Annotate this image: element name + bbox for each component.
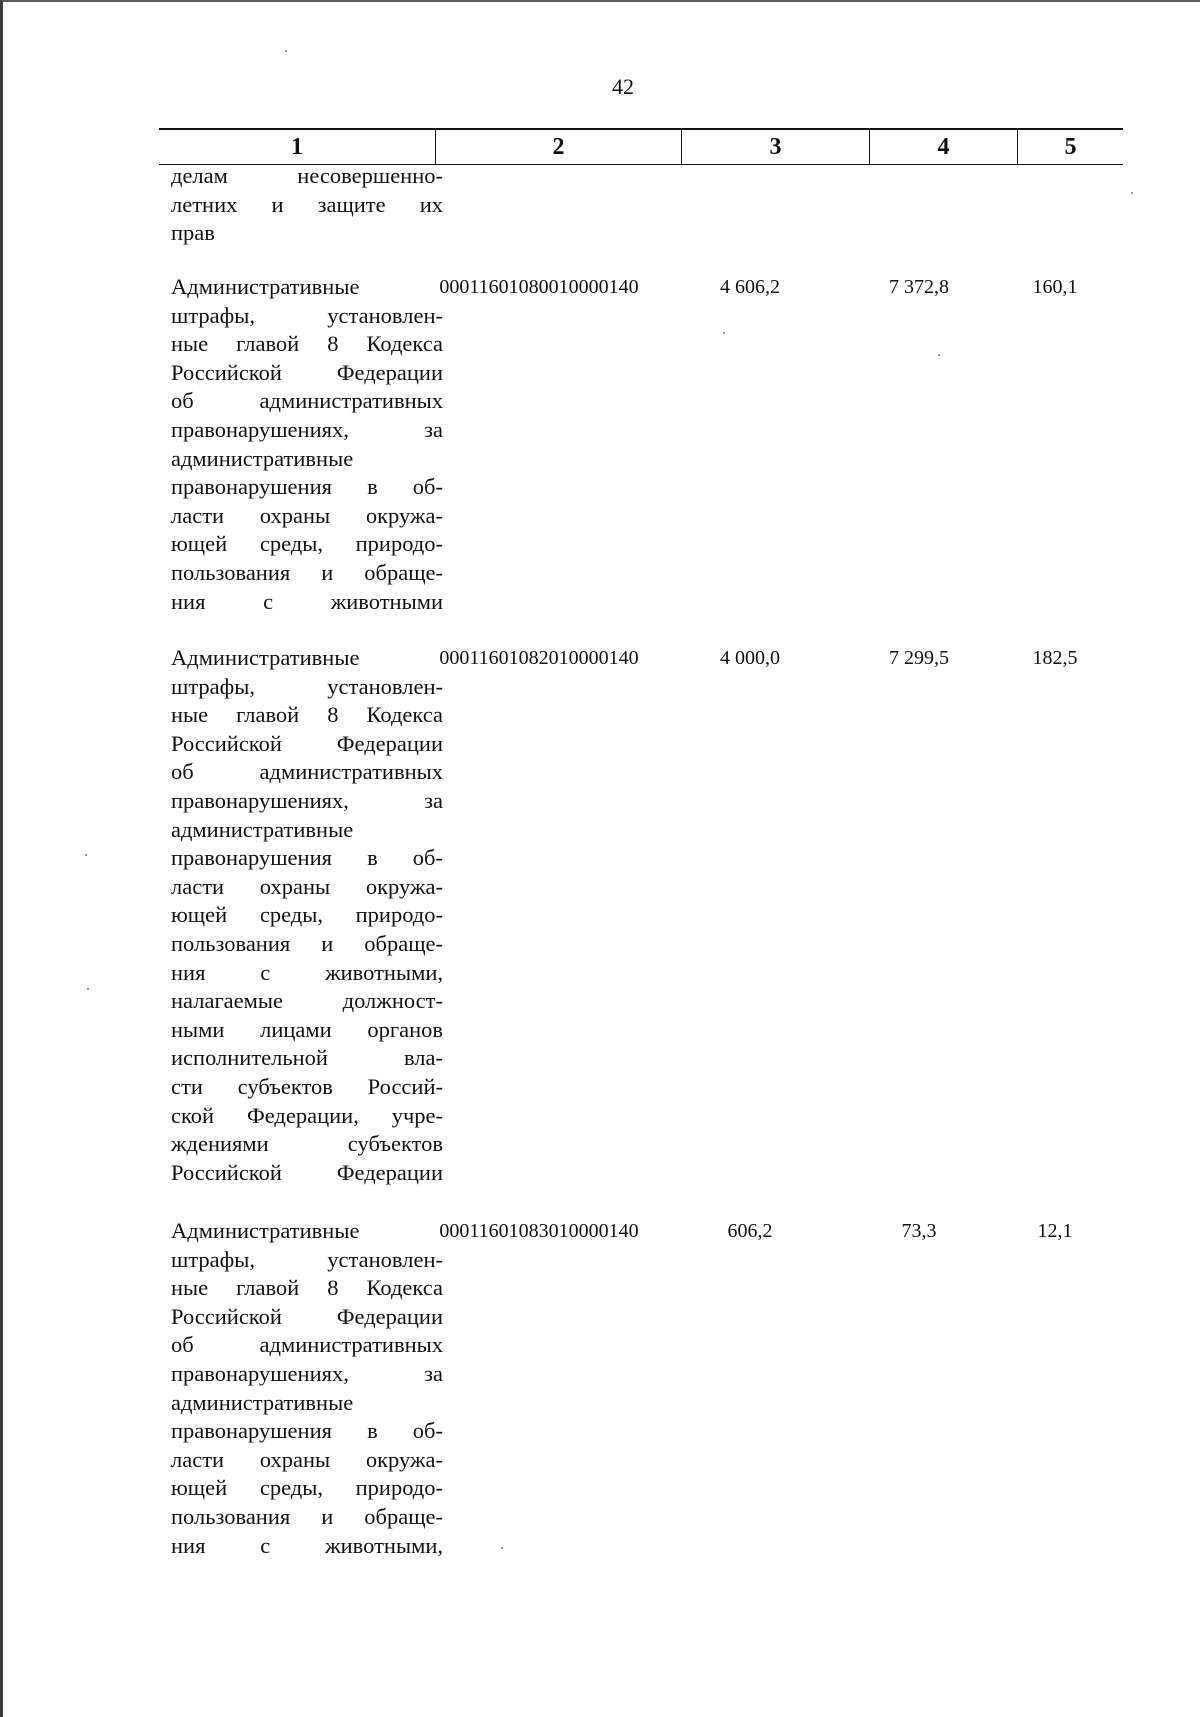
description-line: ющей среды, природо- <box>171 531 443 557</box>
description-line: Административные <box>171 274 360 299</box>
column-header-4: 4 <box>869 130 1017 164</box>
description-line: исполнительной вла- <box>171 1045 443 1071</box>
description-line: ные главой 8 Кодекса <box>171 331 443 357</box>
description-line: пользования и обраще- <box>171 930 443 956</box>
column-header-2: 2 <box>435 130 681 164</box>
description-line: ния с животными, <box>171 1532 443 1558</box>
table-header-row <box>159 128 1123 165</box>
description-line: административные <box>171 1389 354 1415</box>
description-line: правонарушениях, за <box>171 416 443 442</box>
value-col-4: 7 372,8 <box>889 276 949 298</box>
budget-code: 00011601080010000140 <box>439 276 639 298</box>
description-line: Административные <box>171 645 360 670</box>
value-col-3: 4 000,0 <box>720 647 780 669</box>
page-number: 42 <box>612 74 634 99</box>
scan-speck <box>1131 192 1133 194</box>
column-header-5: 5 <box>1017 130 1123 164</box>
description-line: летних и защите их <box>171 191 443 217</box>
value-col-5: 160,1 <box>1032 276 1078 298</box>
description-line: Российской Федерации <box>171 1159 443 1185</box>
column-header-3: 3 <box>681 130 869 164</box>
description-line: об административных <box>171 759 443 785</box>
description-line: правонарушениях, за <box>171 1360 443 1386</box>
description-line: пользования и обраще- <box>171 1503 443 1529</box>
description-line: сти субъектов Россий- <box>171 1073 443 1099</box>
description-line: штрафы, установлен- <box>171 1246 443 1272</box>
description-line: Российской Федерации <box>171 1303 443 1329</box>
scan-speck <box>285 50 287 52</box>
description-line: правонарушения в об- <box>171 1418 443 1444</box>
description-line: ласти охраны окружа- <box>171 502 443 528</box>
row-description <box>171 273 443 616</box>
value-col-4: 7 299,5 <box>889 647 949 669</box>
scan-speck <box>87 988 89 990</box>
description-line: административные <box>171 816 354 842</box>
description-line: делам несовершенно- <box>171 163 443 188</box>
value-col-5: 12,1 <box>1037 1220 1073 1242</box>
description-line: ющей среды, природо- <box>171 1475 443 1501</box>
description-line: Российской Федерации <box>171 359 443 385</box>
row-description <box>171 644 443 1187</box>
scan-speck <box>938 354 940 356</box>
value-col-5: 182,5 <box>1032 647 1078 669</box>
row-description <box>171 1217 443 1560</box>
description-line: ющей среды, природо- <box>171 902 443 928</box>
description-line: Административные <box>171 1218 360 1243</box>
description-line: штрафы, установлен- <box>171 302 443 328</box>
scan-speck <box>501 1547 503 1549</box>
description-line: пользования и обраще- <box>171 559 443 585</box>
description-line: правонарушениях, за <box>171 787 443 813</box>
description-line: административные <box>171 445 354 471</box>
row-description <box>171 162 443 248</box>
description-line: налагаемые должност- <box>171 988 443 1014</box>
description-line: ласти охраны окружа- <box>171 1446 443 1472</box>
description-line: штрафы, установлен- <box>171 673 443 699</box>
description-line: ные главой 8 Кодекса <box>171 702 443 728</box>
value-col-3: 4 606,2 <box>720 276 780 298</box>
description-line: ные главой 8 Кодекса <box>171 1275 443 1301</box>
description-line: ждениями субъектов <box>171 1131 443 1157</box>
description-line: Российской Федерации <box>171 730 443 756</box>
description-line: ния с животными, <box>171 959 443 985</box>
value-col-3: 606,2 <box>727 1220 773 1242</box>
scan-speck <box>85 854 87 856</box>
budget-code: 00011601082010000140 <box>439 647 639 669</box>
budget-code: 00011601083010000140 <box>439 1220 639 1242</box>
description-line: правонарушения в об- <box>171 845 443 871</box>
description-line: об административных <box>171 388 443 414</box>
description-line: ными лицами органов <box>171 1016 443 1042</box>
description-line: прав <box>171 220 215 246</box>
description-line: ния с животными <box>171 588 443 614</box>
description-line: ской Федерации, учре- <box>171 1102 443 1128</box>
revenue-table <box>159 128 1123 1558</box>
scan-speck <box>723 332 725 334</box>
column-header-1: 1 <box>291 134 303 160</box>
description-line: ласти охраны окружа- <box>171 873 443 899</box>
value-col-4: 73,3 <box>901 1220 937 1242</box>
description-line: правонарушения в об- <box>171 474 443 500</box>
description-line: об административных <box>171 1332 443 1358</box>
